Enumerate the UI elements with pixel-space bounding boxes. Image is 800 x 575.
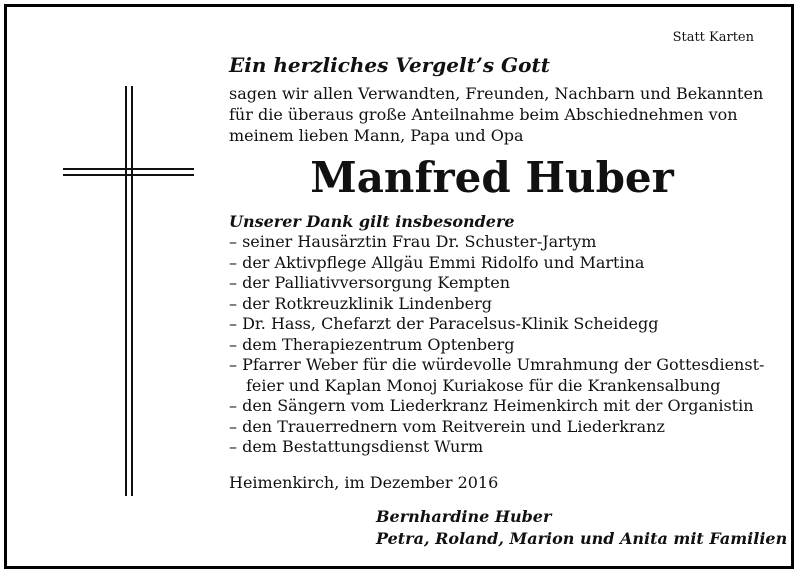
- deceased-name: Manfred Huber: [310, 153, 674, 202]
- thanks-item: – Dr. Hass, Chefarzt der Paracelsus-Klinik Scheidegg: [229, 314, 659, 333]
- thanks-item: – dem Therapiezentrum Optenberg: [229, 334, 515, 354]
- cross-icon-horizontal-line-2: [63, 174, 194, 176]
- cross-icon: [125, 86, 127, 496]
- cross-icon-vertical-line: [131, 86, 133, 496]
- thanks-item: – seiner Hausärztin Frau Dr. Schuster-Jartym: [229, 232, 597, 251]
- cross-icon-horizontal-line: [63, 168, 194, 170]
- signer-line: Bernhardine Huber: [376, 507, 552, 526]
- thanks-item: – dem Bestattungsdienst Wurm: [229, 437, 484, 456]
- thanks-item: – Pfarrer Weber für die würdevolle Umrahmung der Gottesdienst-: [229, 355, 765, 374]
- place-date: Heimenkirch, im Dezember 2016: [229, 473, 499, 492]
- statt-karten-note: Statt Karten: [672, 30, 754, 45]
- thanks-item-continuation: feier und Kaplan Monoj Kuriakose für die Krankensalbung: [246, 375, 721, 395]
- thanks-item: – der Palliativversorgung Kempten: [229, 273, 511, 292]
- intro-text: [229, 83, 764, 146]
- thanks-item: – den Trauerrednern vom Reitverein und Liederkranz: [229, 416, 665, 436]
- thanks-item: – der Rotkreuzklinik Lindenberg: [229, 293, 492, 313]
- intro-line: sagen wir allen Verwandten, Freunden, Nachbarn und Bekannten: [229, 84, 764, 103]
- intro-line: für die überaus große Anteilnahme beim Abschiednehmen von: [229, 105, 738, 124]
- thanks-title: Unserer Dank gilt insbesondere: [229, 212, 515, 231]
- signer-line: Petra, Roland, Marion und Anita mit Familien: [376, 529, 788, 548]
- headline: Ein herzliches Vergelt’s Gott: [229, 53, 550, 77]
- intro-line: meinem lieben Mann, Papa und Opa: [229, 126, 524, 145]
- thanks-item: – den Sängern vom Liederkranz Heimenkirch mit der Organistin: [229, 396, 754, 415]
- thanks-item: – der Aktivpflege Allgäu Emmi Ridolfo und Martina: [229, 252, 645, 272]
- thanks-list: [229, 232, 765, 458]
- signers: [376, 506, 787, 550]
